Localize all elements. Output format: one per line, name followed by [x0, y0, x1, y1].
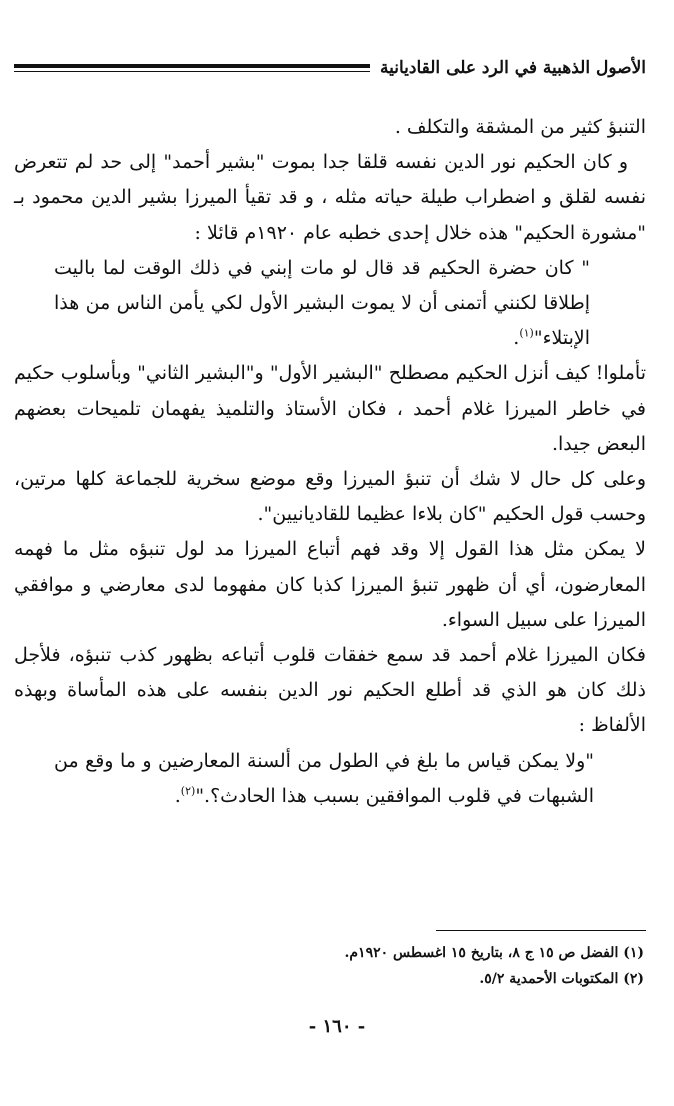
- page-number: - ١٦٠ -: [308, 1016, 366, 1037]
- header-rule-thick: [14, 64, 370, 68]
- main-text: [14, 110, 646, 814]
- footnote-separator: [436, 930, 646, 931]
- quotation-2-end: .: [174, 784, 181, 807]
- footnote-1: (١) الفضل ص ١٥ ج ٨، بتاريخ ١٥ اغسطس ١٩٢٠م.: [344, 945, 644, 961]
- running-header: [14, 58, 646, 78]
- paragraph-1: التنبؤ كثير من المشقة والتكلف .: [394, 116, 646, 138]
- book-title: الأصول الذهبية في الرد على القاديانية: [380, 58, 646, 78]
- paragraph-2: و كان الحكيم نور الدين نفسه قلقا جدا بموت "بشير أحمد" إلى حد لم تتعرض نفسه لقلق و اضطراب طيلة حياته مثله ، و قد تقيأ الميرزا بشير الدين محمود بـ "مشورة الحكيم" هذه خلال إحدى خطبه عام ١٩٢٠م قائلا :: [14, 151, 646, 244]
- quotation-1-text: " كان حضرة الحكيم قد قال لو مات إبني في ذلك الوقت لما باليت إطلاقا لكنني أتمنى أن لا يموت البشير الأول لكي يأمن الناس من هذا الإبتلاء": [54, 256, 590, 350]
- quotation-2: [14, 744, 646, 814]
- footnote-ref-1: (١): [519, 326, 534, 340]
- header-rule: [14, 64, 370, 72]
- footnote-ref-2: (٢): [180, 784, 196, 798]
- quotation-1: " كان حضرة الحكيم قد قال لو مات إبني في ذلك الوقت لما باليت إطلاقا لكنني أتمنى أن لا يموت البشير الأول لكي يأمن الناس من هذا الإبتلاء"$^{(١)}$.: [54, 256, 590, 350]
- footnotes: [14, 940, 644, 992]
- quotation-2-text: "ولا يمكن قياس ما بلغ في الطول من ألسنة المعارضين و ما وقع من الشبهات في قلوب الموافقين بسبب هذا الحادث؟.": [54, 749, 594, 807]
- paragraph-6: فكان الميرزا غلام أحمد قد سمع خفقات قلوب أتباعه بظهور كذب تنبؤه، فلأجل ذلك كان هو الذي قد أطلع الحكيم نور الدين بنفسه على هذه المأساة وبهذه الألفاظ :: [14, 644, 646, 737]
- paragraph-3: تأملوا! كيف أنزل الحكيم مصطلح "البشير الأول" و"البشير الثاني" وبأسلوب حكيم في خاطر الميرزا غلام أحمد ، فكان الأستاذ والتلميذ يفهمان تلميحات بعضهم البعض جيدا.: [14, 362, 646, 455]
- paragraph-4: وعلى كل حال لا شك أن تنبؤ الميرزا وقع موضع سخرية للجماعة كلها مرتين، وحسب قول الحكيم "كان بلاءا عظيما للقاديانيين".: [14, 468, 646, 526]
- paragraph-5: لا يمكن مثل هذا القول إلا وقد فهم أتباع الميرزا مد لول تنبؤه مثل ما فهمه المعارضون، أي أن ظهور تنبؤ الميرزا كذبا كان مفهوما لدى معارضي و موافقي الميرزا على سبيل السواء.: [14, 538, 646, 631]
- header-rule-thin: [14, 71, 370, 72]
- footnote-2: (٢) المكتوبات الأحمدية ٥/٢.: [479, 971, 644, 987]
